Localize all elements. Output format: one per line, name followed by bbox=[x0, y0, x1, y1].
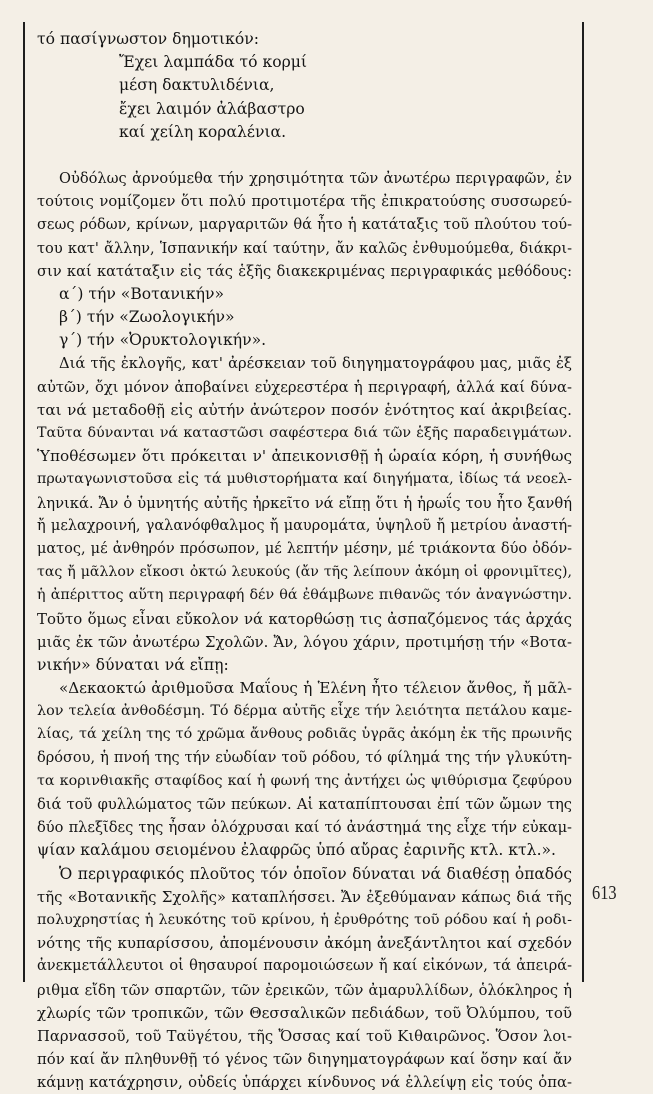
quote-line: λον τελεία ἀνθοδέσμη. Τό δέρμα αὐτῆς εἶχε τήν λειότητα πετάλου καμε- bbox=[37, 703, 572, 720]
poem-line: Ἔχει λαμπάδα τό κορμί bbox=[119, 53, 308, 72]
text-line: ἀνεκμετάλλευτοι οἱ θησαυροί παρομοιώσεων ἤ καί εἰκόνων, τά ἀπειρά- bbox=[37, 958, 572, 975]
text-line: Ὑποθέσωμεν ὅτι πρόκειται ν' ἀπεικονισθῇ ἡ ὡραία κόρη, ἡ συνήθως bbox=[37, 447, 572, 466]
quote-line: τα κορινθιακῆς σταφίδος καί ἡ φωνή της ἀντήχει ὡς ψιθύρισμα ζεφύρου bbox=[37, 772, 572, 789]
quote-line: «Δεκαοκτώ ἀριθμοῦσα Μαΐους ἡ Ἑλένη ἦτο τέλειον ἄνθος, ἤ μᾶλ- bbox=[59, 679, 572, 698]
text-line: Τοῦτο ὅμως εἶναι εὔκολον νά κατορθώσῃ τις ἀσπαζόμενος τάς ἀρχάς bbox=[37, 609, 572, 628]
text-line: ληνικά. Ἄν ὁ ὑμνητής αὐτῆς ἠρκεῖτο νά εἴπῃ ὅτι ἡ ἡρωΐς του ἦτο ξανθή bbox=[37, 494, 572, 512]
text-line: πολυχρηστίας ἡ λευκότης τοῦ κρίνου, ἡ ἐρυθρότης τοῦ ρόδου καί ἡ ροδι- bbox=[37, 911, 572, 928]
text-line: Ὁ περιγραφικός πλοῦτος τόν ὁποῖον δύναται νά διαθέσῃ ὀπαδός bbox=[59, 864, 572, 883]
text-line: χλωρίς τῶν τροπικῶν, τῶν Θεσσαλικῶν πεδιάδων, τοῦ Ὀλύμπου, τοῦ bbox=[37, 1003, 572, 1022]
quote-line: δρόσου, ἡ πνοή της τήν εὐωδίαν τοῦ ρόδου, τό φίλημά της τήν γλυκύτη- bbox=[37, 749, 572, 766]
quote-line: ψίαν καλάμου σειομένου ἐλαφρῶς ὑπό αὔρας ἐαρινῆς κτλ. κτλ.». bbox=[37, 841, 557, 860]
text-line: Οὐδόλως ἀρνούμεθα τήν χρησιμότητα τῶν ἀνωτέρω περιγραφῶν, ἐν bbox=[59, 169, 572, 187]
list-item: β΄) τήν «Ζωολογικήν» bbox=[59, 308, 235, 327]
text-line: ἤ μελαχροινή, γαλανόφθαλμος ἤ μαυρομάτα, ὑψηλοῦ ἤ μετρίου ἀναστή- bbox=[37, 517, 572, 534]
text-line: τῆς «Βοτανικῆς Σχολῆς» καταπλήσσει. Ἄν ἐξεθύμαναν κάπως διά τῆς bbox=[37, 887, 572, 906]
text-line: ριθμα εἴδη τῶν σπαρτῶν, τῶν ἐρεικῶν, τῶν ἀμαρυλλίδων, ὁλόκληρος ἡ bbox=[37, 981, 572, 999]
text-line: νότης τῆς κυπαρίσσου, ἀπομένουσιν ἀκόμη ἀνεξάντλητοι καί σχεδόν bbox=[37, 934, 572, 953]
quote-line: δύο πλεξῖδες της ἦσαν ὁλόχρυσαι καί τό ἀνάστημά της εἶχε τήν εὐκαμ- bbox=[37, 819, 572, 837]
text-line: Διά τῆς ἐκλογῆς, κατ' ἀρέσκειαν τοῦ διηγηματογράφου μας, μιᾶς ἐξ bbox=[59, 355, 572, 373]
text-line: ται νά μεταδοθῇ εἰς αὐτήν ἀνώτερον ποσόν ἑνότητος καί ἀκριβείας. bbox=[37, 400, 572, 419]
poem-line: ἔχει λαιμόν ἀλάβαστρο bbox=[119, 99, 305, 118]
text-line: αὐτῶν, ὄχι μόνον ἀποβαίνει εὐχερεστέρα ἡ περιγραφή, ἀλλά καί δύνα- bbox=[37, 378, 572, 396]
text-line: ἡ ἀπέριττος αὕτη περιγραφή δέν θά ἐθάμβωνε πιθανῶς τόν ἀναγνώστην. bbox=[37, 587, 572, 604]
text-line: ματος, μέ ἀνθηρόν πρόσωπον, μέ λεπτήν μέσην, μέ τριάκοντα δύο ὀδόν- bbox=[37, 540, 572, 557]
left-margin-rule bbox=[23, 22, 25, 982]
page-body bbox=[37, 28, 572, 1094]
list-item: α΄) τήν «Βοτανικήν» bbox=[59, 284, 225, 303]
text-line: πόν καί ἄν πληθυνθῇ τό γένος τῶν διηγηματογράφων καί ὅσην καί ἄν bbox=[37, 1050, 572, 1069]
text-line: νικήν» δύναται νά εἴπῃ: bbox=[37, 655, 229, 674]
poem-line: μέση δακτυλιδένια, bbox=[119, 76, 275, 95]
text-line: πρωταγωνιστοῦσα εἰς τά μυθιστορήματα καί διηγήματα, ἰδίως τά νεοελ- bbox=[37, 471, 572, 488]
list-item: γ΄) τήν «Ὀρυκτολογικήν». bbox=[59, 331, 267, 350]
paragraph-gap bbox=[37, 144, 572, 167]
text-line: σεως ρόδων, κρίνων, μαργαριτῶν θά ἦτο ἡ κατάταξις τοῦ πλούτου τού- bbox=[37, 216, 572, 234]
text-line: τας ἤ μᾶλλον εἴκοσι ὀκτώ λευκούς (ἄν τῆς λείπουν ἀκόμη οἱ φρονιμῖτες), bbox=[37, 564, 572, 581]
right-margin-rule bbox=[582, 22, 584, 982]
text-line: κάμνῃ κατάχρησιν, οὐδείς ὑπάρχει κίνδυνος νά ἐλλείψῃ εἰς τούς ὀπα- bbox=[37, 1074, 572, 1092]
quote-line: λίας, τά χείλη της τό χρῶμα ἄνθους ροδιᾶς ὑγρᾶς ἀκόμη ἐκ τῆς πρωινῆς bbox=[37, 726, 572, 743]
text-line: σιν καί κατάταξιν εἰς τάς ἑξῆς διακεκριμένας περιγραφικάς μεθόδους: bbox=[37, 262, 572, 280]
text-line: τό πασίγνωστον δημοτικόν: bbox=[37, 30, 259, 48]
quote-line: διά τοῦ φυλλώματος τῶν πεύκων. Αἱ καταπίπτουσαι ἐπί τῶν ὤμων της bbox=[37, 796, 572, 813]
text-line: τούτοις νομίζομεν ὅτι πολύ προτιμοτέρα τῆς ἐπικρατούσης συσσωρεύ- bbox=[37, 193, 572, 211]
page-number: 613 bbox=[592, 882, 617, 904]
poem-line: καί χείλη κοραλένια. bbox=[119, 122, 287, 141]
text-line: Ταῦτα δύνανται νά καταστῶσι σαφέστερα διά τῶν ἑξῆς παραδειγμάτων. bbox=[37, 425, 572, 441]
text-line: μιᾶς ἐκ τῶν ἀνωτέρω Σχολῶν. Ἄν, λόγου χάριν, προτιμήσῃ τήν «Βοτα- bbox=[37, 633, 572, 651]
text-line: Παρνασσοῦ, τοῦ Ταϋγέτου, τῆς Ὄσσας καί τοῦ Κιθαιρῶνος. Ὅσον λοι- bbox=[37, 1027, 572, 1045]
text-line: του κατ' ἄλλην, Ἱσπανικήν καί ταύτην, ἄν καλῶς ἐνθυμούμεθα, διάκρι- bbox=[37, 239, 572, 257]
